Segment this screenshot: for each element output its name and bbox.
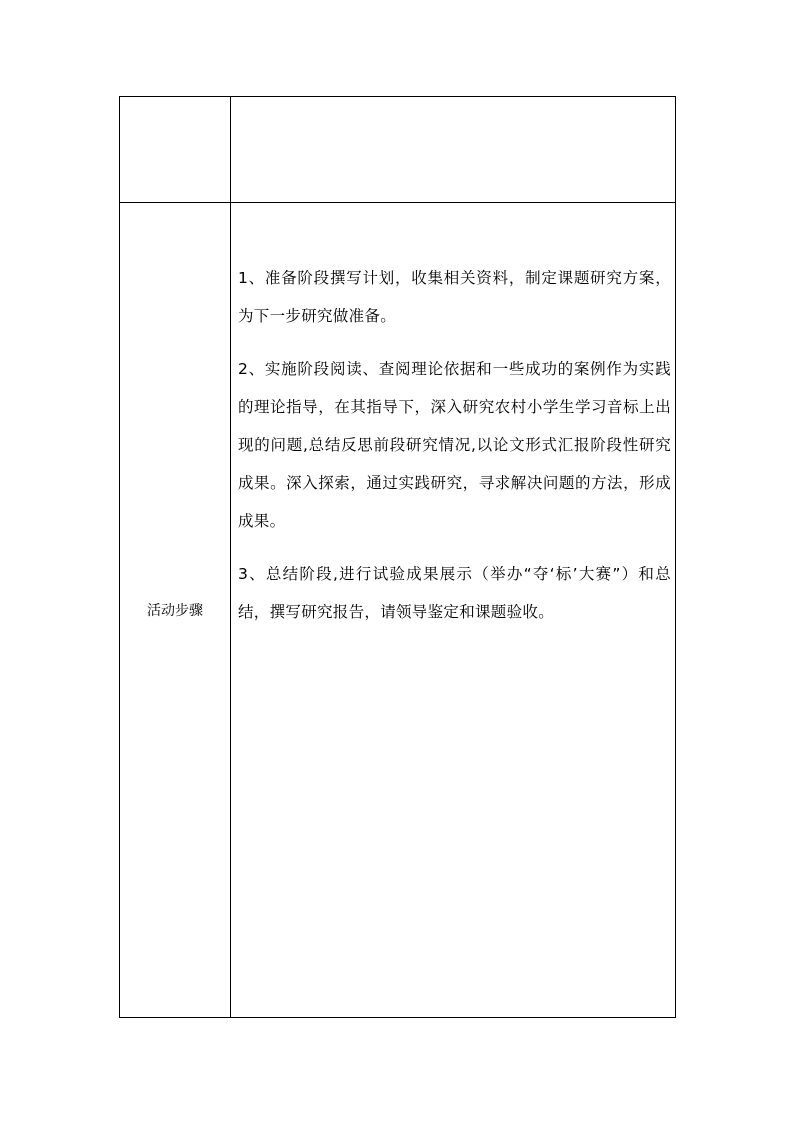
top-label-cell [120,97,231,202]
activity-table [119,96,676,1018]
step-implementation: 2、实施阶段阅读、查阅理论依据和一些成功的案例作为实践的理论指导，在其指导下，深入研究农村小学生学习音标上出现的问题,总结反思前段研究情况,以论文形式汇报阶段性研究成果。深入探索，通过实践研究，寻求解决问题的方法，形成成果。 [238,360,671,530]
activity-steps-content [231,203,675,1017]
table-row-top [120,97,675,203]
top-content-cell [231,97,675,202]
table-row-activity-steps [120,203,675,1017]
activity-steps-label: 活动步骤 [120,203,231,1017]
step-summary: 3、总结阶段,进行试验成果展示（举办“夺‘标’大赛”）和总结，撰写研究报告，请领导鉴定和课题验收。 [238,565,671,621]
step-preparation: 1、准备阶段撰写计划，收集相关资料，制定课题研究方案，为下一步研究做准备。 [238,269,671,325]
steps-list [238,259,671,646]
